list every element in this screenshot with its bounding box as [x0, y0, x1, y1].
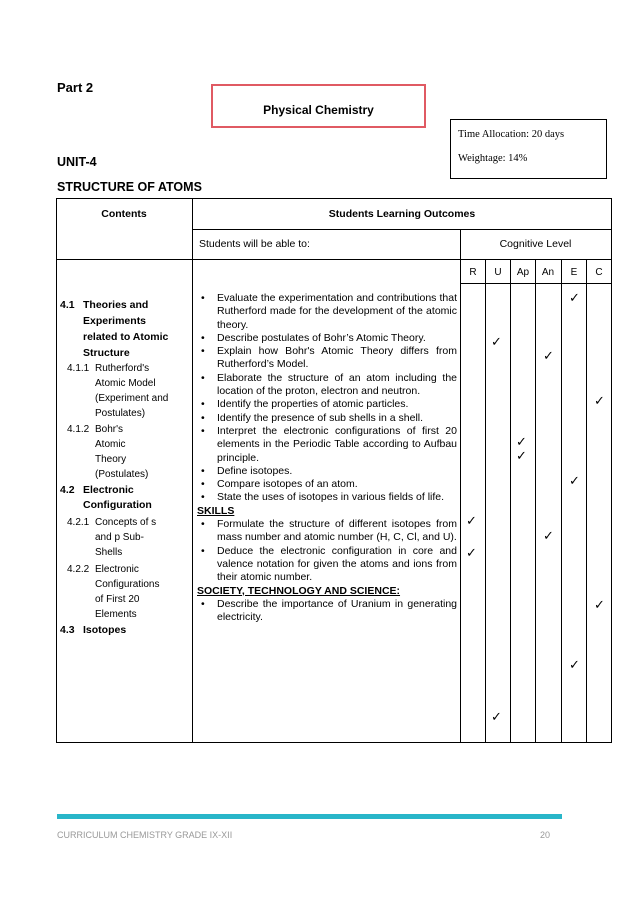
skill-item: • Formulate the structure of different isotopes from mass number and atomic number (H, C, Cl, and U).	[201, 518, 457, 544]
check-icon: ✓	[543, 529, 554, 544]
able-to-label: Students will be able to:	[199, 238, 310, 250]
footer-text: CURRICULUM CHEMISTRY GRADE IX-XII	[57, 830, 233, 840]
content-4-3: 4.3 Isotopes	[60, 624, 127, 636]
outcome-item: • Evaluate the experimentation and contributions that Rutherford made for the development of the atomic theory.	[201, 292, 457, 331]
check-icon: ✓	[569, 291, 580, 306]
check-icon: ✓	[594, 394, 605, 409]
outcome-item: • Identify the presence of sub shells in a shell.	[201, 411, 424, 424]
check-icon: ✓	[491, 710, 502, 725]
level-r: R	[469, 267, 477, 278]
check-icon: ✓	[466, 514, 477, 529]
content-4-2: 4.2 Electronic Configuration	[60, 484, 152, 511]
outcome-item: • Elaborate the structure of an atom including the location of the proton, electron and neutron.	[201, 371, 457, 398]
part-label: Part 2	[57, 80, 94, 95]
contents-list	[60, 299, 190, 637]
cognitive-level-label: Cognitive Level	[499, 238, 572, 250]
skill-item: • Deduce the electronic configuration in core and valence notation for given the atoms and ions from their atomic number.	[201, 544, 457, 584]
skills-heading: SKILLS	[197, 504, 235, 517]
sts-item: • Describe the importance of Uranium in generating electricity.	[201, 597, 457, 624]
sts-heading: SOCIETY, TECHNOLOGY AND SCIENCE:	[197, 584, 401, 597]
level-an: An	[541, 267, 555, 278]
page-number: 20	[540, 830, 551, 840]
level-u: U	[494, 267, 502, 278]
content-4-1-1: 4.1.1 Rutherford's Atomic Model (Experiment and Postulates)	[67, 363, 169, 419]
outcomes-list	[197, 292, 457, 624]
header-outcomes: Students Learning Outcomes	[328, 208, 476, 220]
outcome-item: • Compare isotopes of an atom.	[201, 478, 358, 491]
header-contents: Contents	[101, 208, 147, 220]
time-allocation: Time Allocation: 20 days	[458, 129, 565, 140]
outcome-item: • Define isotopes.	[201, 464, 293, 477]
outcome-item: • Identify the properties of atomic particles.	[201, 398, 409, 411]
allocation-box	[450, 119, 607, 179]
content-4-1: 4.1 Theories and Experiments related to Atomic Structure	[60, 299, 169, 359]
check-icon: ✓	[543, 349, 554, 364]
outcome-item: • Interpret the electronic configurations of first 20 elements in the Periodic Table according to Aufbau principle.	[201, 424, 457, 464]
check-icon: ✓	[569, 474, 580, 489]
level-ap: Ap	[516, 267, 530, 278]
check-icon: ✓	[491, 335, 502, 350]
content-4-2-1: 4.2.1 Concepts of s and p Sub-Shells	[67, 517, 157, 558]
level-c: C	[595, 267, 603, 278]
check-icon: ✓	[594, 598, 605, 613]
unit-label: UNIT-4	[57, 155, 97, 169]
unit-title: STRUCTURE OF ATOMS	[57, 180, 202, 194]
check-icon: ✓	[516, 435, 527, 450]
check-icon: ✓	[569, 658, 580, 673]
outcome-item: • Explain how Bohr's Atomic Theory differs from Rutherford’s Model.	[201, 345, 457, 371]
check-icon: ✓	[516, 449, 527, 464]
outcome-item: • State the uses of isotopes in various fields of life.	[201, 491, 445, 504]
check-icon: ✓	[466, 546, 477, 561]
subject-box	[211, 84, 426, 128]
footer-bar	[57, 814, 562, 819]
outcome-item: • Describe postulates of Bohr’s Atomic Theory.	[201, 331, 426, 344]
weightage: Weightage: 14%	[458, 153, 528, 164]
content-4-2-2: 4.2.2 Electronic Configurations of First 20 Elements	[67, 564, 160, 620]
level-e: E	[570, 267, 578, 278]
content-4-1-2: 4.1.2 Bohr's Atomic Theory (Postulates)	[67, 424, 149, 480]
subject-title: Physical Chemistry	[263, 103, 374, 117]
